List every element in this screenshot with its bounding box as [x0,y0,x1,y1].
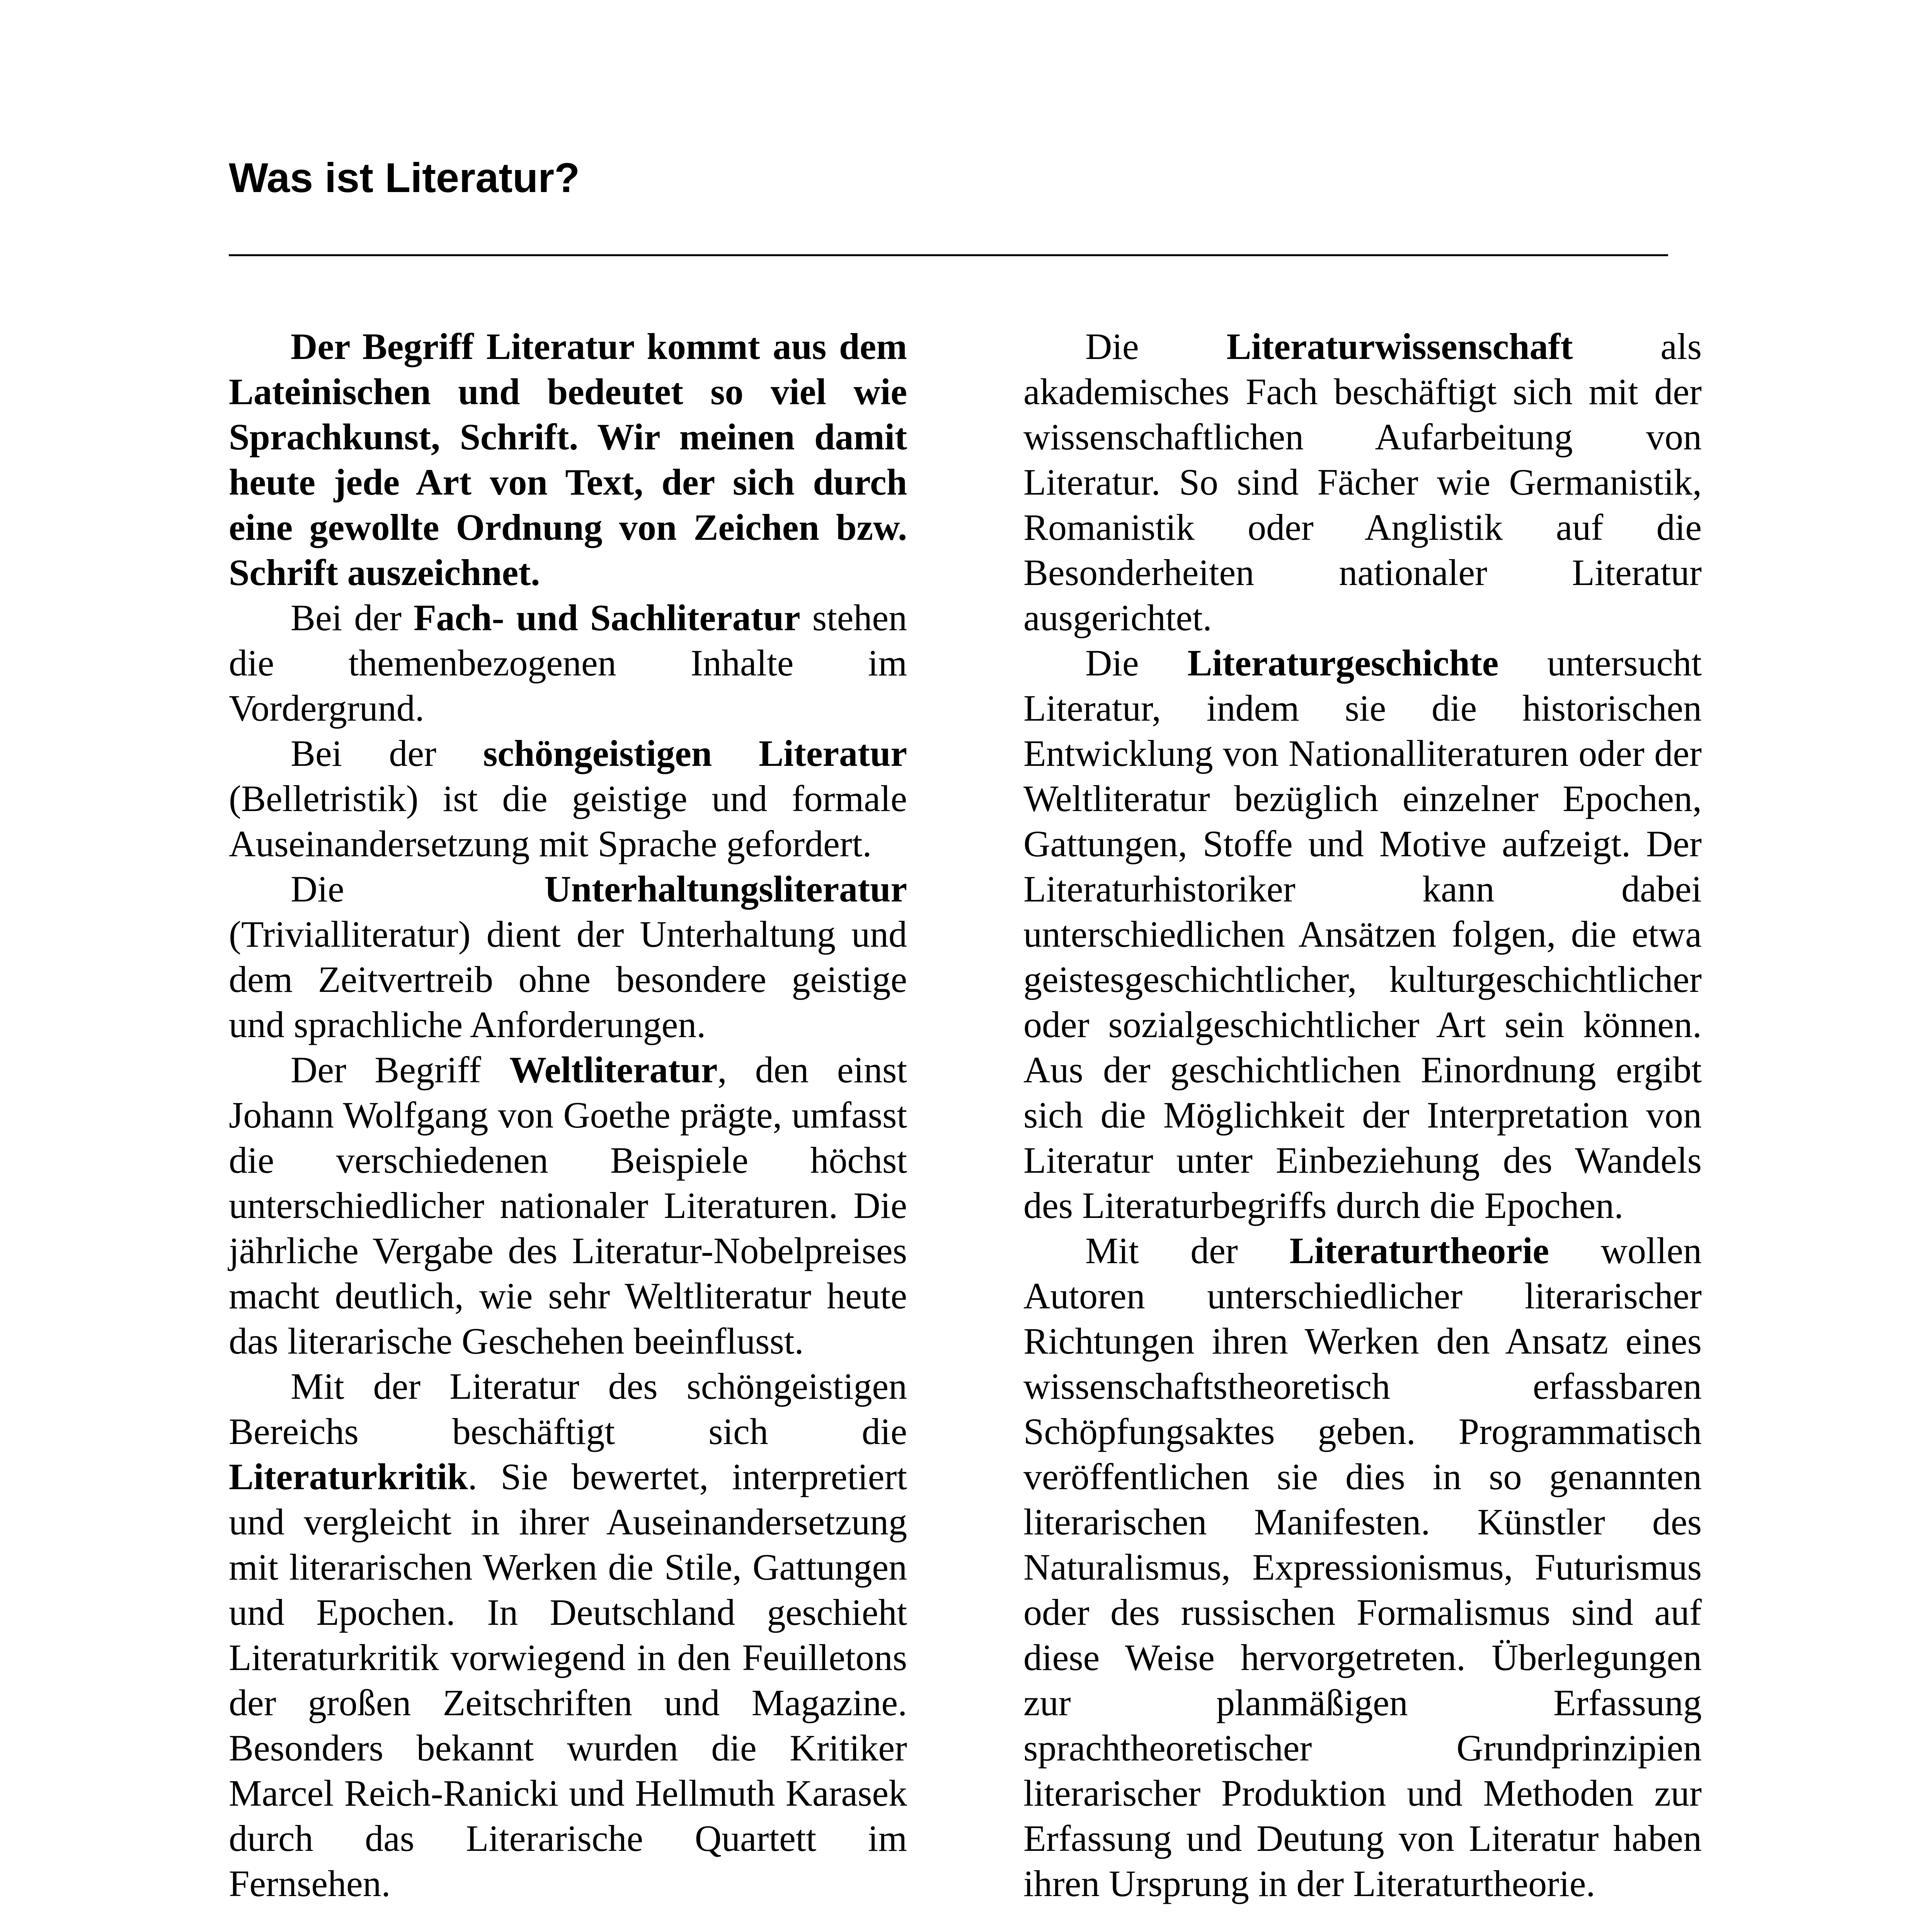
paragraph-literaturtheorie: Mit der Literaturtheorie wollen Autoren unterschiedlicher literarischer Richtungen ihren Werken den Ansatz eines wissenschaftstheoretisch erfassbaren Schöpfungsaktes geben. Programmatisch veröffentlichen sie dies in so genannten literarischen Manifesten. Künstler des Naturalismus, Expressionismus, Futurismus oder des russischen Formalismus sind auf diese Weise hervorgetreten. Überlegungen zur planmäßigen Erfassung sprachtheoretischer Grundprinzipien literarischer Produktion und Methoden zur Erfassung und Deutung von Literatur haben ihren Ursprung in der Literaturtheorie. [1023,1230,1702,1904]
paragraph-weltliteratur: Der Begriff Weltliteratur, den einst Johann Wolfgang von Goethe prägte, umfasst die verschiedenen Beispiele höchst unterschiedlicher nationaler Literaturen. Die jährliche Vergabe des Literatur-Nobelpreises macht deutlich, wie sehr Weltliteratur heute das literarische Geschehen beeinflusst. [229,1049,907,1362]
paragraph-schoengeistige-literatur: Bei der schöngeistigen Literatur (Belletristik) ist die geistige und formale Auseinandersetzung mit Sprache gefordert. [229,733,907,864]
term-literaturtheorie: Literaturtheorie [1289,1230,1549,1271]
title-divider [229,254,1668,256]
term-weltliteratur: Weltliteratur [509,1049,718,1090]
left-column [229,324,907,1906]
term-literaturgeschichte: Literaturgeschichte [1187,642,1499,684]
paragraph-literaturkritik: Mit der Literatur des schöngeistigen Bereichs beschäftigt sich die Literaturkritik. Sie bewertet, interpretiert und vergleicht in ihrer Auseinandersetzung mit literarischen Werken die Stile, Gattungen und Epochen. In Deutschland geschieht Literaturkritik vorwiegend in den Feuilletons der großen Zeitschriften und Magazine. Besonders bekannt wurden die Kritiker Marcel Reich-Ranicki und Hellmuth Karasek durch das Literarische Quartett im Fernsehen. [229,1366,907,1904]
paragraph-literatur-begriff: Der Begriff Literatur kommt aus dem Lateinischen und bedeutet so viel wie Sprachkunst, Schrift. Wir meinen damit heute jede Art von Text, der sich durch eine gewollte Ordnung von Zeichen bzw. Schrift auszeichnet. [229,326,907,593]
paragraph-unterhaltungsliteratur: Die Unterhaltungsliteratur (Trivialliteratur) dient der Unterhaltung und dem Zeitvertreib ohne besondere geistige und sprachliche Anforderungen. [229,868,907,1045]
page-title: Was ist Literatur? [229,154,580,201]
term-literaturkritik: Literaturkritik [229,1456,468,1497]
paragraph-fachliteratur: Bei der Fach- und Sachliteratur stehen die themenbezogenen Inhalte im Vordergrund. [229,597,907,729]
term-literaturwissenschaft: Literaturwissenschaft [1226,326,1573,367]
term-fach-sachliteratur: Fach- und Sachliteratur [413,597,800,638]
paragraph-literaturgeschichte: Die Literaturgeschichte untersucht Literatur, indem sie die historischen Entwicklung von Nationalliteraturen oder der Weltliteratur bezüglich einzelner Epochen, Gattungen, Stoffe und Motive aufzeigt. Der Literaturhistoriker kann dabei unterschiedlichen Ansätzen folgen, die etwa geistesgeschichtlicher, kulturgeschichtlicher oder sozialgeschichtlicher Art sein können. Aus der geschichtlichen Einordnung ergibt sich die Möglichkeit der Interpretation von Literatur unter Einbeziehung des Wandels des Literaturbegriffs durch die Epochen. [1023,642,1702,1226]
paragraph-literaturwissenschaft: Die Literaturwissenschaft als akademisches Fach beschäftigt sich mit der wissenschaftlichen Aufarbeitung von Literatur. So sind Fächer wie Germanistik, Romanistik oder Anglistik auf die Besonderheiten nationaler Literatur ausgerichtet. [1023,326,1702,638]
term-unterhaltungsliteratur: Unterhaltungsliteratur [544,868,907,910]
right-column [1023,324,1702,1906]
term-schoengeistige-literatur: schöngeistigen Literatur [483,733,907,774]
